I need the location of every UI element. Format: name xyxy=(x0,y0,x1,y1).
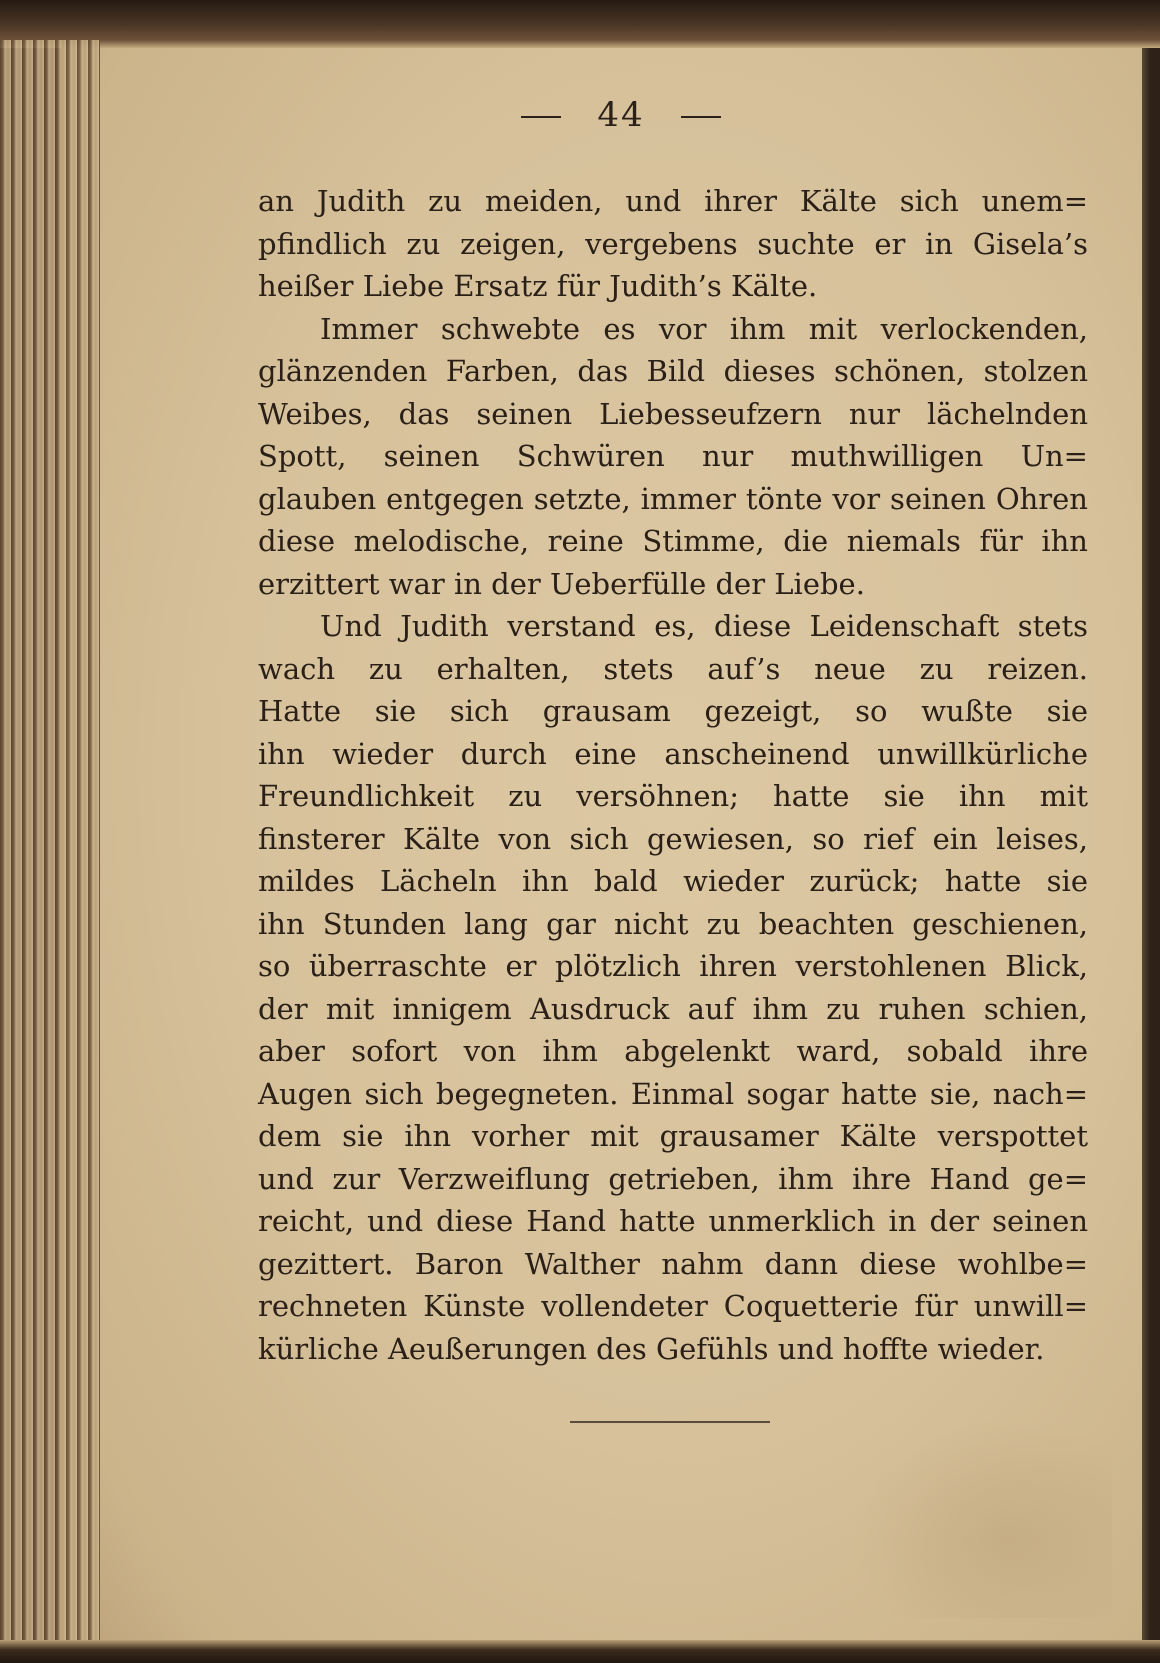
header-dash-left xyxy=(521,116,561,118)
book-binding-top xyxy=(0,0,1160,48)
text-line: erzittert war in der Ueberfülle der Liebe. xyxy=(258,566,865,601)
section-rule xyxy=(570,1421,770,1423)
text-line: glauben entgegen setzte, immer tönte vor seinen Ohren xyxy=(258,481,1088,516)
header-dash-right xyxy=(681,116,721,118)
book-binding-bottom xyxy=(0,1640,1160,1663)
text-line: Immer schwebte es vor ihm mit verlockenden, xyxy=(320,311,1088,346)
text-line: dem sie ihn vorher mit grausamer Kälte verspottet xyxy=(258,1119,1088,1153)
page-number: 44 xyxy=(597,95,645,135)
text-line: mildes Lächeln ihn bald wieder zurück; hatte sie xyxy=(258,864,1088,898)
body-text xyxy=(258,180,1088,1370)
text-line: an Judith zu meiden, und ihrer Kälte sich unem= xyxy=(258,184,1088,218)
text-line: ihn Stunden lang gar nicht zu beachten geschienen, xyxy=(258,906,1088,941)
text-line: wach zu erhalten, stets auf’s neue zu reizen. xyxy=(258,651,1088,686)
paragraph xyxy=(258,308,1088,606)
text-line: aber sofort von ihm abgelenkt ward, sobald ihre xyxy=(258,1034,1088,1068)
text-line: finsterer Kälte von sich gewiesen, so rief ein leises, xyxy=(258,821,1088,856)
text-line: kürliche Aeußerungen des Gefühls und hoffte wieder. xyxy=(258,1331,1045,1366)
text-line: der mit innigem Ausdruck auf ihm zu ruhen schien, xyxy=(258,991,1088,1026)
text-line: so überraschte er plötzlich ihren verstohlenen Blick, xyxy=(258,949,1088,983)
text-line: und zur Verzweiflung getrieben, ihm ihre Hand ge= xyxy=(258,1161,1088,1196)
text-line: rechneten Künste vollendeter Coquetterie für unwill= xyxy=(258,1289,1088,1323)
text-line: Augen sich begegneten. Einmal sogar hatte sie, nach= xyxy=(258,1076,1088,1111)
paper-stain xyxy=(852,1418,1112,1618)
text-line: pfindlich zu zeigen, vergebens suchte er in Gisela’s xyxy=(258,226,1088,261)
text-line: heißer Liebe Ersatz für Judith’s Kälte. xyxy=(258,269,818,303)
text-line: Weibes, das seinen Liebesseufzern nur lächelnden xyxy=(258,396,1088,431)
paragraph xyxy=(258,605,1088,1370)
text-line: Freundlichkeit zu versöhnen; hatte sie ihn mit xyxy=(258,779,1088,813)
text-line: glänzenden Farben, das Bild dieses schönen, stolzen xyxy=(258,354,1088,388)
text-line: Spott, seinen Schwüren nur muthwilligen Un= xyxy=(258,439,1088,473)
text-line: Und Judith verstand es, diese Leidenschaft stets xyxy=(320,609,1088,643)
text-line: reicht, und diese Hand hatte unmerklich in der seinen xyxy=(258,1204,1088,1238)
paragraph xyxy=(258,180,1088,308)
page-header xyxy=(100,95,1142,135)
text-line: gezittert. Baron Walther nahm dann diese wohlbe= xyxy=(258,1246,1088,1281)
text-line: ihn wieder durch eine anscheinend unwillkürliche xyxy=(258,736,1088,771)
text-line: diese melodische, reine Stimme, die niemals für ihn xyxy=(258,524,1088,558)
text-line: Hatte sie sich grausam gezeigt, so wußte sie xyxy=(258,694,1088,728)
page-edges xyxy=(0,40,100,1650)
